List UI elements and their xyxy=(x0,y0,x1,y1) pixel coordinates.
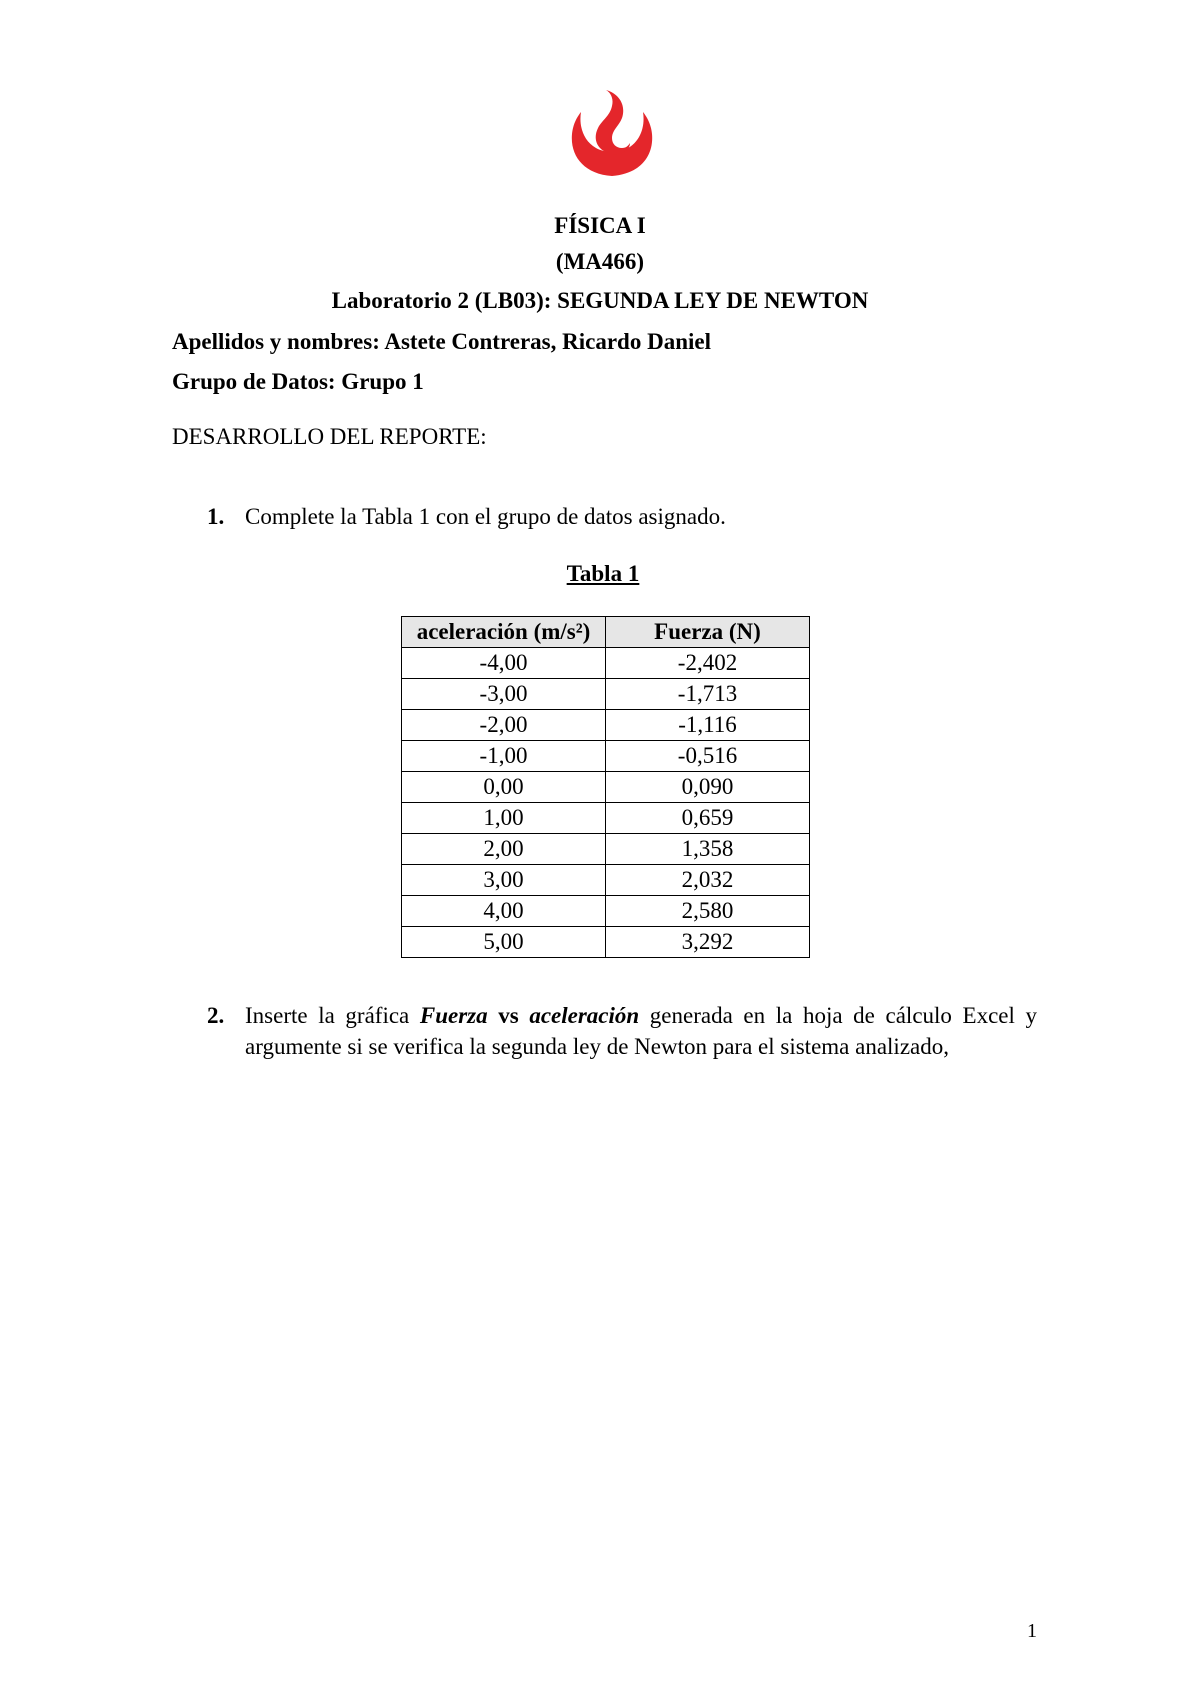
text-part: generada en la hoja de cálculo Excel y argumente si se verifica la segunda ley de Newton para el sistema analizado, xyxy=(245,1003,1038,1059)
table-row xyxy=(402,741,810,772)
cell-force: -1,713 xyxy=(606,679,810,710)
cell-acceleration: -4,00 xyxy=(402,648,606,679)
table-row xyxy=(402,865,810,896)
cell-force: 2,580 xyxy=(606,896,810,927)
emphasis-force: Fuerza xyxy=(419,1003,488,1028)
data-group: Grupo de Datos: Grupo 1 xyxy=(172,369,424,394)
cell-acceleration: 3,00 xyxy=(402,865,606,896)
cell-acceleration: 2,00 xyxy=(402,834,606,865)
text-part: Inserte la gráfica xyxy=(245,1003,420,1028)
list-item-number: 2. xyxy=(207,1003,225,1028)
list-item-text xyxy=(245,1000,1037,1062)
emphasis-acceleration: aceleración xyxy=(529,1003,640,1028)
table-header-row xyxy=(402,617,810,648)
table-caption: Tabla 1 xyxy=(566,561,640,586)
cell-acceleration: 1,00 xyxy=(402,803,606,834)
course-code: (MA466) xyxy=(555,249,645,274)
cell-force: 2,032 xyxy=(606,865,810,896)
text-vs: vs xyxy=(487,1003,530,1028)
table-body xyxy=(402,648,810,958)
table-row xyxy=(402,648,810,679)
cell-force: -1,116 xyxy=(606,710,810,741)
table-row xyxy=(402,834,810,865)
course-title: FÍSICA I xyxy=(554,213,646,238)
page-number: 1 xyxy=(1027,1620,1037,1642)
cell-force: 1,358 xyxy=(606,834,810,865)
cell-force: 0,090 xyxy=(606,772,810,803)
column-header-acceleration: aceleración (m/s²) xyxy=(402,617,606,648)
cell-force: -0,516 xyxy=(606,741,810,772)
cell-force: 3,292 xyxy=(606,927,810,958)
table-row xyxy=(402,679,810,710)
cell-force: 0,659 xyxy=(606,803,810,834)
cell-acceleration: 4,00 xyxy=(402,896,606,927)
column-header-force: Fuerza (N) xyxy=(606,617,810,648)
table-row xyxy=(402,803,810,834)
list-item-1 xyxy=(207,504,726,530)
section-title: DESARROLLO DEL REPORTE: xyxy=(172,424,487,449)
table-row xyxy=(402,772,810,803)
lab-title: Laboratorio 2 (LB03): SEGUNDA LEY DE NEWTON xyxy=(331,288,869,313)
cell-acceleration: 0,00 xyxy=(402,772,606,803)
list-item-number: 1. xyxy=(207,504,225,529)
data-table xyxy=(401,616,810,958)
table-row xyxy=(402,710,810,741)
table-row xyxy=(402,927,810,958)
cell-acceleration: 5,00 xyxy=(402,927,606,958)
cell-acceleration: -3,00 xyxy=(402,679,606,710)
university-logo xyxy=(566,90,658,178)
table-row xyxy=(402,896,810,927)
cell-force: -2,402 xyxy=(606,648,810,679)
student-names: Apellidos y nombres: Astete Contreras, Ricardo Daniel xyxy=(172,329,711,354)
list-item-2 xyxy=(207,1000,1038,1059)
list-item-text: Complete la Tabla 1 con el grupo de datos asignado. xyxy=(245,504,726,529)
cell-acceleration: -2,00 xyxy=(402,710,606,741)
cell-acceleration: -1,00 xyxy=(402,741,606,772)
